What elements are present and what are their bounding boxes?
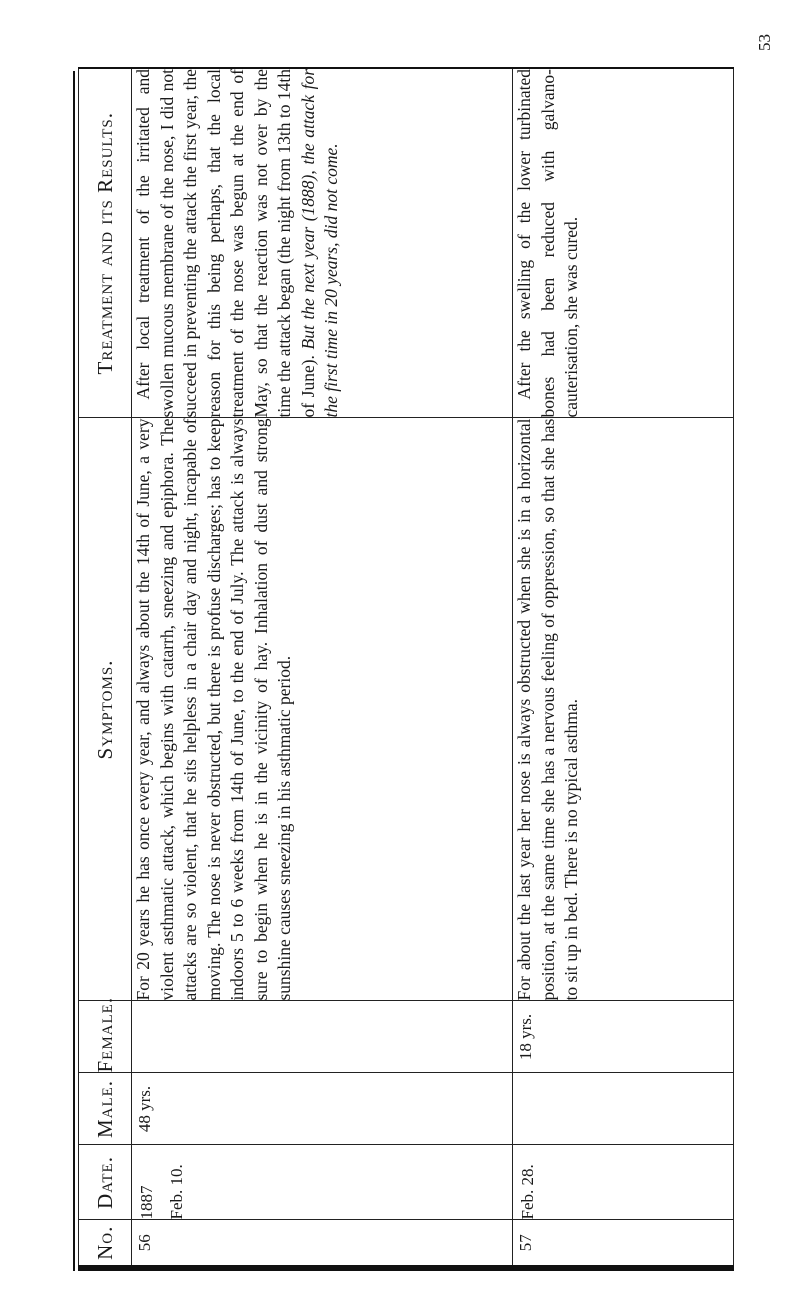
case-date-day: Feb. 10. — [167, 1164, 186, 1220]
case-date-year: 1887 — [137, 1185, 156, 1220]
table-row — [513, 68, 734, 1268]
symptoms-text: For about the last year her nose is always obstructed when she is in a horizontal position, at the same time she has a nervous feeling of oppression, so that she has to sit up in bed. There is no typical asthma. — [513, 418, 734, 1001]
treatment-plain: After the swelling of the lower turbinated bones had been reduced with galvano-cauterisation, she was cured. — [514, 69, 581, 418]
case-number: 56 — [132, 1220, 513, 1268]
case-number: 57 — [513, 1220, 734, 1268]
header-female: Female. — [79, 1001, 132, 1073]
case-date — [513, 1145, 734, 1220]
case-date-day: Feb. 28. — [518, 1164, 537, 1220]
symptoms-text: For 20 years he has once every year, and always about the 14th of June, a very violent asthmatic attack, which begins with catarrh, sneezing and epiphora. The attacks are so violent, that he sits helpless in a chair day and night, incapable of moving. The nose is never obstructed, but there is profuse discharges; has to keep indoors 5 to 6 weeks from 14th of June, to the end of July. The attack is always sure to begin when he is in the vicinity of hay. Inhalation of dust and strong sunshine causes sneezing in his asthmatic period. — [132, 418, 513, 1001]
treatment-text — [513, 69, 584, 418]
top-rule — [73, 71, 75, 1271]
female-age: 18 yrs. — [513, 1001, 734, 1073]
case-date — [132, 1145, 513, 1220]
header-date: Date. — [79, 1145, 132, 1220]
header-no: No. — [79, 1220, 132, 1268]
treatment-plain: After local treatment of the irritated and swollen mucous membrane of the nose, I did not succeed in preventing the attack the first year, the reason for this being perhaps, that the local treatment of the nose was begun at the end of May, so that the reaction was not over by the time the attack began (the night from 13th to 14th of June). — [133, 69, 318, 418]
page-number: 53 — [755, 34, 774, 51]
female-age — [132, 1001, 513, 1073]
header-treatment: Treatment and its Results. — [79, 68, 132, 418]
header-male: Male. — [79, 1073, 132, 1145]
treatment-cell — [513, 68, 734, 418]
treatment-cell — [132, 68, 513, 418]
male-age: 48 yrs. — [132, 1073, 513, 1145]
case-table — [78, 67, 734, 1271]
treatment-italic: But the next year (1888), the attack for the first time in 20 years, did not come. — [297, 68, 341, 418]
table-row — [132, 68, 513, 1268]
header-row — [79, 68, 132, 1268]
header-symptoms: Symptoms. — [79, 418, 132, 1001]
treatment-text — [132, 69, 344, 418]
male-age — [513, 1073, 734, 1145]
